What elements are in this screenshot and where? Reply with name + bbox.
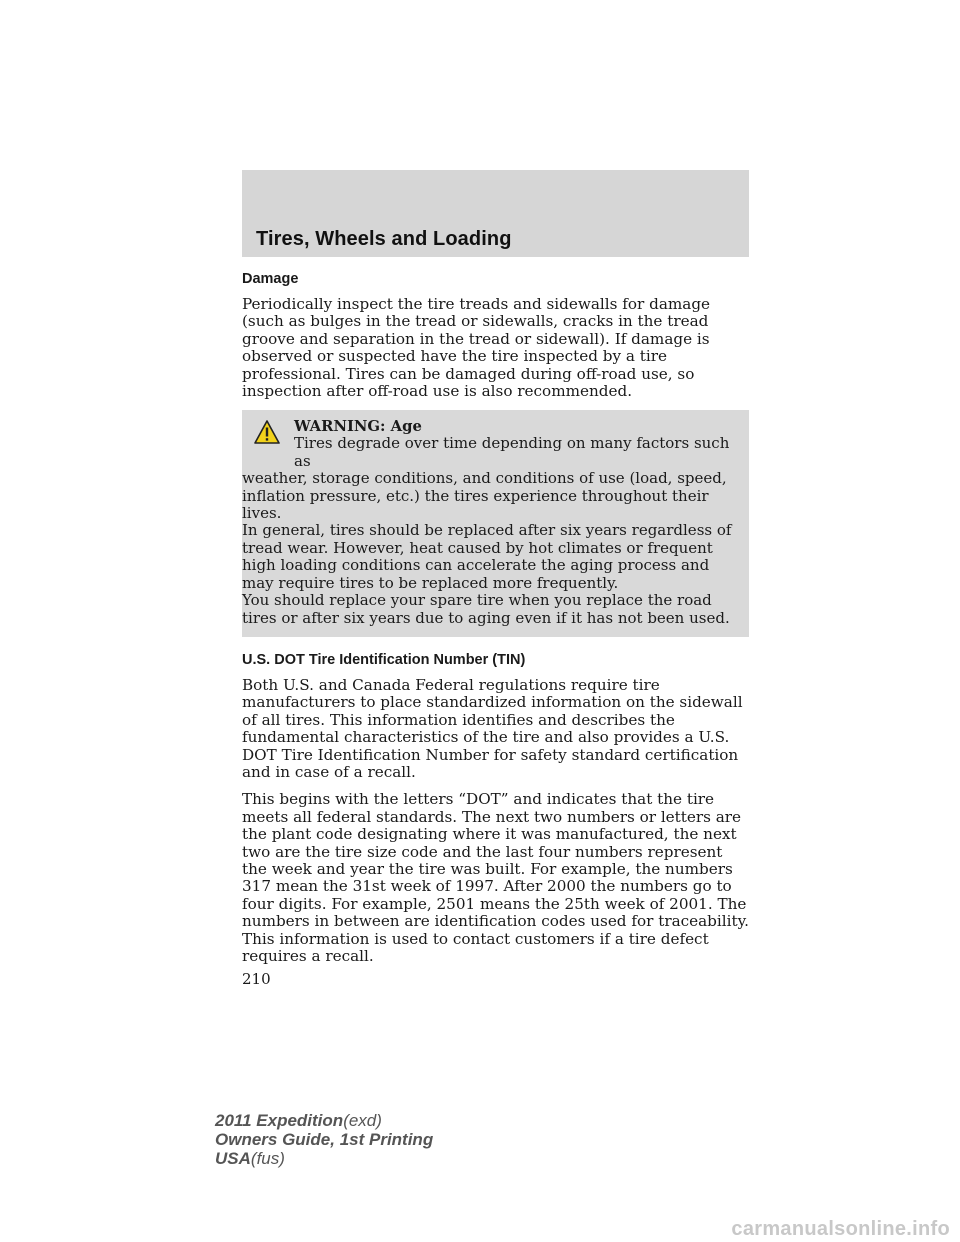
footer-market-code: (fus) <box>250 1149 285 1168</box>
damage-paragraph: Periodically inspect the tire treads and sidewalls for damage (such as bulges in the tread or sidewalls, cracks in the tread groove and separation in the tread or sidewall). If damage is observed or suspected have the tire inspected by a tire professional. Tires can be damaged during off-road use, so inspection after off-road use is also recommended. <box>242 295 711 401</box>
warning-title: WARNING: Age <box>294 418 422 436</box>
section-title: Tires, Wheels and Loading <box>256 228 512 250</box>
footer-printing: Owners Guide, 1st Printing <box>215 1130 434 1149</box>
tin-paragraph-1: Both U.S. and Canada Federal regulations require tire manufacturers to place standardized information on the sidewall of all tires. This information identifies and describes the fundamental characteristics of the tire and also provides a U.S. DOT Tire Identification Number for safety standard certification and in case of a recall. <box>242 675 743 781</box>
warning-box <box>242 410 749 636</box>
tin-paragraph-2: This begins with the letters “DOT” and indicates that the tire meets all federal standards. The next two numbers or letters are the plant code designating where it was manufactured, the next two are the tire size code and the last four numbers represent the week and year the tire was built. For example, the numbers 317 mean the 31st week of 1997. After 2000 the numbers go to four digits. For example, 2501 means the 25th week of 2001. The numbers in between are identification codes used for traceability. This information is used to contact customers if a tire defect requires a recall. <box>242 790 749 965</box>
footer-market: USA <box>215 1149 251 1168</box>
warning-triangle-icon <box>254 420 280 444</box>
page-content <box>242 270 749 975</box>
footer-model-code: (exd) <box>343 1111 382 1130</box>
watermark: carmanualsonline.info <box>731 1218 950 1240</box>
footer-model: 2011 Expedition <box>215 1111 344 1130</box>
page-number: 210 <box>242 970 271 988</box>
footer-imprint <box>215 1111 433 1168</box>
warning-paragraph-2: In general, tires should be replaced after six years regardless of tread wear. However, heat caused by hot climates or frequent high loading conditions can accelerate the aging process and may require tires to be replaced more frequently. <box>242 521 732 592</box>
warning-paragraph-3: You should replace your spare tire when you replace the road tires or after six years due to aging even if it has not been used. <box>242 591 730 627</box>
warning-line-1-continued: weather, storage conditions, and conditions of use (load, speed, inflation pressure, etc.) the tires experience throughout their lives. <box>242 469 727 523</box>
damage-heading: Damage <box>242 271 299 287</box>
tin-heading: U.S. DOT Tire Identification Number (TIN) <box>242 651 526 668</box>
warning-line-1: Tires degrade over time depending on many factors such as <box>294 434 730 470</box>
